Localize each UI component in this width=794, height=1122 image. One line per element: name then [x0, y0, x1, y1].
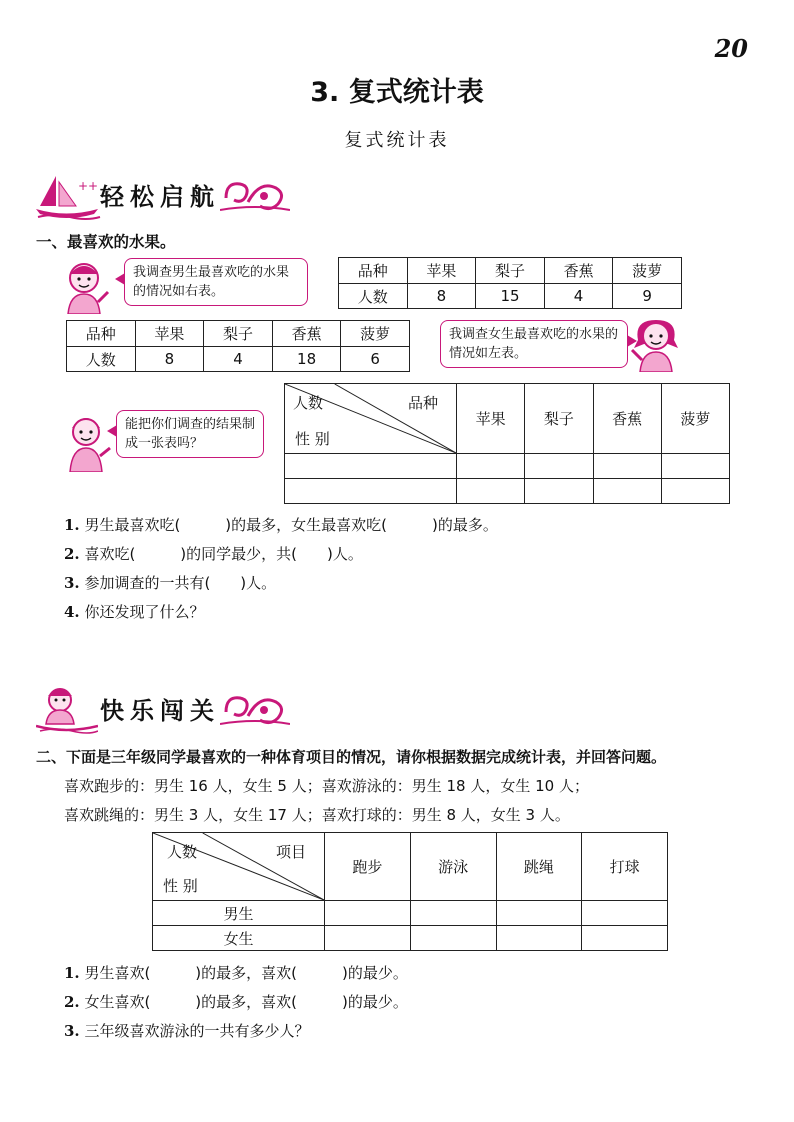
row-label-boys: 男生 [153, 901, 325, 926]
question-1-3: 3. 参加调查的一共有( )人。 [64, 574, 277, 592]
table-cell: 梨子 [525, 384, 593, 454]
blank-cell[interactable] [325, 926, 411, 951]
section2-banner [36, 686, 296, 736]
blank-cell[interactable] [582, 926, 668, 951]
section2-data-line-1: 喜欢跑步的：男生 16 人，女生 5 人；喜欢游泳的：男生 18 人，女生 10 人； [64, 777, 589, 795]
table-cell: 梨子 [476, 258, 545, 284]
table-row [339, 258, 682, 284]
fruit-table-girls [66, 320, 410, 372]
blank-cell[interactable] [496, 926, 582, 951]
blank-cell[interactable] [525, 454, 593, 479]
diagonal-header-cell [153, 833, 325, 901]
table-cell: 6 [341, 347, 410, 372]
header-kind-label: 品种 [407, 394, 438, 412]
blank-cell[interactable] [661, 479, 729, 504]
diagonal-header-cell [285, 384, 457, 454]
question-2-1: 1. 男生喜欢( )的最多，喜欢( )的最少。 [64, 964, 408, 982]
svg-text:++: ++ [78, 179, 99, 193]
blank-cell[interactable] [410, 901, 496, 926]
speech-bubble-boy-survey: 我调查男生最喜欢吃的水果的情况如右表。 [124, 258, 308, 306]
speech-bubble-girl-survey: 我调查女生最喜欢吃的水果的情况如左表。 [440, 320, 628, 368]
section1-banner-text: 轻松启航 [100, 183, 220, 211]
table-cell: 人数 [67, 347, 136, 372]
table-row [67, 347, 410, 372]
table-cell: 打球 [582, 833, 668, 901]
header-count-label: 人数 [167, 843, 198, 861]
blank-cell[interactable] [325, 901, 411, 926]
speech-bubble-teacher: 能把你们调查的结果制成一张表吗？ [116, 410, 264, 458]
table-cell: 8 [135, 347, 204, 372]
table-cell: 菠萝 [341, 321, 410, 347]
table-cell: 4 [204, 347, 273, 372]
question-1-2: 2. 喜欢吃( )的同学最少，共( )人。 [64, 545, 363, 563]
table-cell: 苹果 [135, 321, 204, 347]
sports-table [152, 832, 668, 951]
table-cell: 苹果 [407, 258, 476, 284]
header-item-label: 项目 [275, 843, 306, 861]
table-cell: 9 [613, 284, 682, 309]
blank-cell[interactable] [285, 479, 457, 504]
blank-cell[interactable] [582, 901, 668, 926]
sailboat-icon [36, 172, 102, 220]
page-number: 20 [714, 34, 748, 63]
table-row [67, 321, 410, 347]
blank-cell[interactable] [285, 454, 457, 479]
table-cell: 香蕉 [593, 384, 661, 454]
table-cell: 游泳 [410, 833, 496, 901]
page-subtitle: 复式统计表 [344, 130, 450, 151]
monkey-king-icon [36, 684, 98, 734]
table-row [153, 901, 668, 926]
blank-cell[interactable] [496, 901, 582, 926]
table-cell: 8 [407, 284, 476, 309]
header-gender-label: 性 别 [295, 430, 330, 448]
table-cell: 菠萝 [613, 258, 682, 284]
blank-cell[interactable] [593, 479, 661, 504]
table-cell: 跑步 [325, 833, 411, 901]
row-label-girls: 女生 [153, 926, 325, 951]
blank-cell[interactable] [457, 479, 525, 504]
table-cell: 苹果 [457, 384, 525, 454]
table-cell: 品种 [67, 321, 136, 347]
fruit-table-boys [338, 257, 682, 309]
table-cell: 梨子 [204, 321, 273, 347]
girl-student-icon [628, 314, 684, 372]
swirl-ornament-icon [220, 690, 290, 730]
header-gender-label: 性 别 [163, 877, 198, 895]
section2-banner-text: 快乐闯关 [100, 697, 220, 725]
table-row [153, 926, 668, 951]
question-1-4: 4. 你还发现了什么？ [64, 603, 205, 621]
section1-heading: 一、最喜欢的水果。 [36, 233, 176, 251]
section2-heading: 二、下面是三年级同学最喜欢的一种体育项目的情况，请你根据数据完成统计表，并回答问题。 [36, 748, 667, 766]
table-cell: 菠萝 [661, 384, 729, 454]
table-cell: 18 [272, 347, 341, 372]
table-cell: 香蕉 [544, 258, 613, 284]
teacher-icon [60, 410, 112, 472]
table-cell: 4 [544, 284, 613, 309]
section2-data-line-2: 喜欢跳绳的：男生 3 人，女生 17 人；喜欢打球的：男生 8 人，女生 3 人。 [64, 806, 570, 824]
table-row [285, 384, 730, 454]
question-2-3: 3. 三年级喜欢游泳的一共有多少人？ [64, 1022, 310, 1040]
question-2-2: 2. 女生喜欢( )的最多，喜欢( )的最少。 [64, 993, 408, 1011]
table-row [339, 284, 682, 309]
table-row [285, 479, 730, 504]
blank-cell[interactable] [457, 454, 525, 479]
section1-banner [36, 172, 296, 222]
page-title: 3. 复式统计表 [310, 77, 484, 108]
swirl-ornament-icon [220, 176, 290, 216]
table-cell: 人数 [339, 284, 408, 309]
blank-cell[interactable] [593, 454, 661, 479]
combined-fruit-table [284, 383, 730, 504]
table-row [153, 833, 668, 901]
header-count-label: 人数 [293, 394, 324, 412]
table-cell: 15 [476, 284, 545, 309]
blank-cell[interactable] [661, 454, 729, 479]
boy-student-icon [58, 258, 110, 314]
blank-cell[interactable] [410, 926, 496, 951]
blank-cell[interactable] [525, 479, 593, 504]
table-cell: 跳绳 [496, 833, 582, 901]
question-1-1: 1. 男生最喜欢吃( )的最多，女生最喜欢吃( )的最多。 [64, 516, 498, 534]
table-cell: 香蕉 [272, 321, 341, 347]
table-row [285, 454, 730, 479]
table-cell: 品种 [339, 258, 408, 284]
